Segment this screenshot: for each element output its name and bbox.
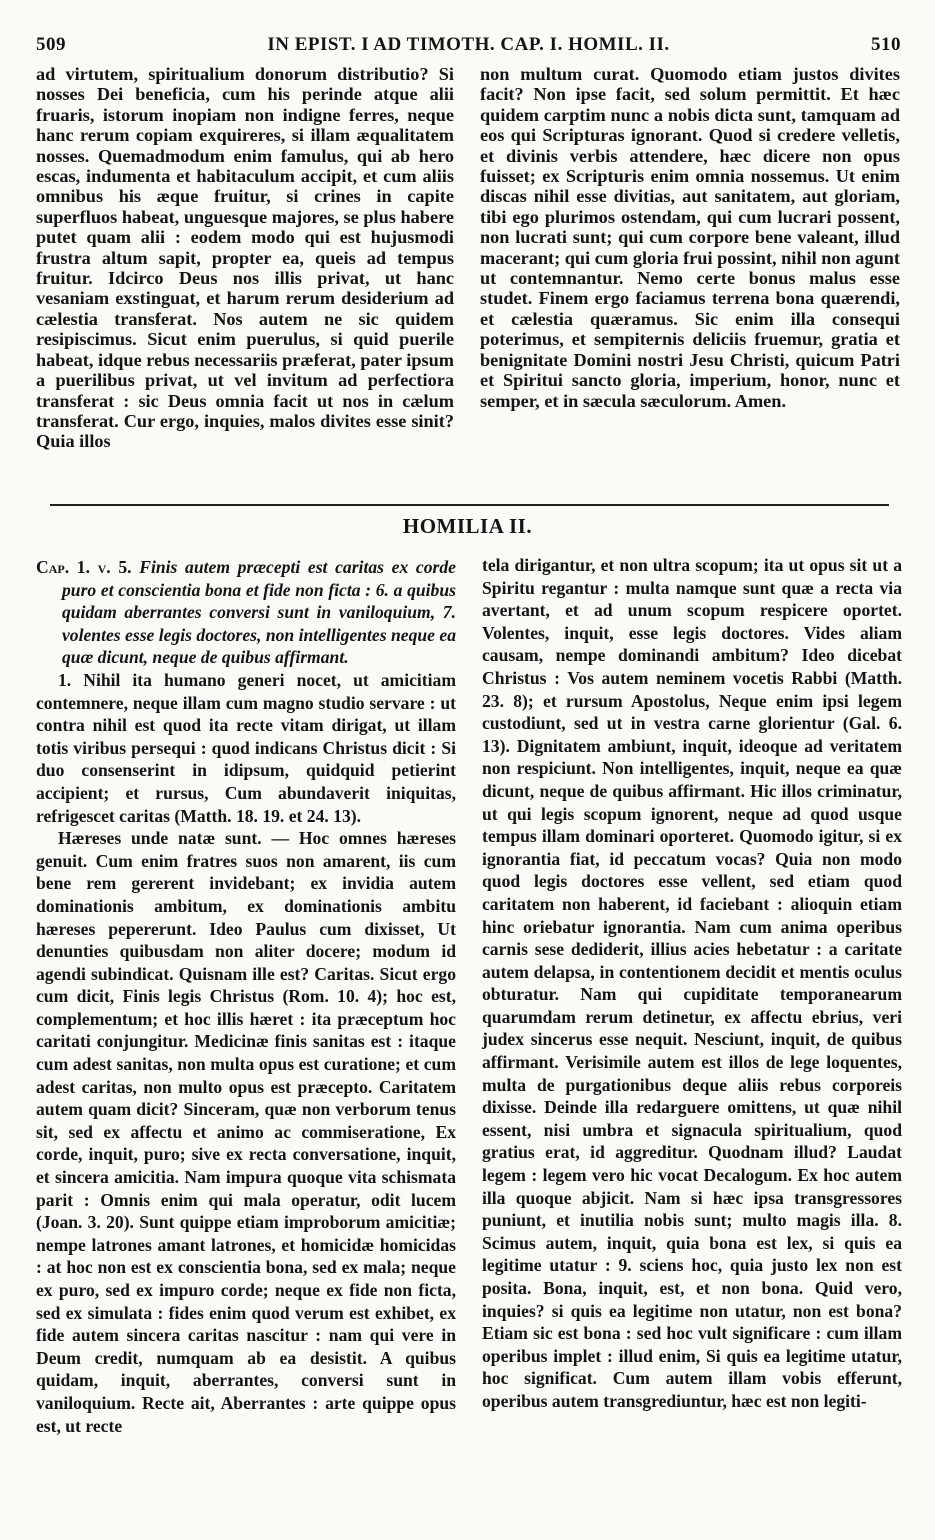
running-title: IN EPIST. I AD TIMOTH. CAP. I. HOMIL. II. (267, 34, 670, 55)
top-left-column (36, 64, 454, 452)
homily-heading: HOMILIA II. (402, 514, 533, 538)
bottom-right-text: tela dirigantur, et non ultra scopum; ita ut opus sit ut a Spiritu regantur : multa namque sunt quæ a recta via avertant, et ad unum scopum respicere oportet. Volentes, inquit, esse legis doctores. Vides aliam causam, nempe dominandi ambitum? Ideo dicebat Christus : Vos autem neminem vocetis Rabbi (Matth. 23. 8); et rursum Apostolus, Neque enim ipsi legem custodiunt, sed ut in vestra carne glorientur (Gal. 6. 13). Dignitatem ambiunt, inquit, ideoque ad veritatem non respiciunt. Non intelligentes, inquit, neque ea quæ dicunt, neque de quibus affirmant. Hic illos criminatur, ut qui legis scopum ignorent, neque ad quod usque tempus illam dominari oporteret. Quomodo igitur, si ex ignorantia fiat, id peccatum vocas? Quia non modo quod legis doctores esse vellent, sed etiam quod caritatem non haberent, id faciebant : alioquin etiam hinc oriebatur ignorantia. Nam cum anima operibus carnis sese dediderit, illius acies hebetatur : a caritate autem delapsa, in contentionem decidit et mentis oculus obturatur. Nam qui cupiditate temporanearum quarumdam rerum detinetur, ex affectu ebrius, veri judex sincerus esse nequit. Nesciunt, inquit, de quibus affirmant. Verisimile autem est illos de lege loquentes, multa de purgationibus deque aliis rebus corporeis dixisse. Deinde illa redarguere omittens, ut quæ nihil essent, nisi umbra et signacula spiritualium, quod gratius erat, id aggreditur. Quodnam illud? Laudat legem : legem vero hic vocat Decalogum. Ex hoc autem illa quoque abjicit. Nam si hæc ipsa transgressores puniunt, et inutilia nobis sunt; multo magis illa. 8. Scimus autem, inquit, quia bona est lex, si quis ea legitime utatur : 9. sciens hoc, quia justo lex non est posita. Bona, inquit, est, et non bona. Quid vero, inquies? si quis ea legitime non utatur, non est bona? Etiam sic est bona : sed hoc vult significare : cum illam operibus implet : illud enim, Si quis ea legitime utatur, hoc significat. Cum autem illam vobis efferunt, operibus autem transgrediuntur, hæc est non legiti- (482, 555, 902, 1411)
page-number-right: 510 (871, 34, 901, 55)
running-header (36, 34, 901, 60)
section-divider (50, 504, 889, 506)
top-right-text: non multum curat. Quomodo etiam justos divites facit? Non ipse facit, sed solum permittit. Et hæc quidem carptim nunc a nobis dicta sunt, tamquam ad eos qui Scripturas ignorant. Quod si credere velletis, et divinis verbis attendere, hæc dicere non opus fuisset; ex Scripturis enim omnia nossemus. Ut enim discas nihil esse divitias, aut sanitatem, aut gloriam, tibi ego plurimos ostendam, qui cum lucrari possent, non lucrati sunt; qui cum corpore bene valeant, illud macerant; qui cum gloria frui possint, nihil non agunt ut contemnantur. Nemo certe bonus malus esse studet. Finem ergo faciamus terrena bona quærendi, et cælestia quæramus. Sic enim illa consequi poterimus, et sempiternis deliciis fruemur, gratia et benignitate Domini nostri Jesu Christi, quicum Patri et Spiritui sancto gloria, imperium, honor, nunc et semper, et in sæcula sæculorum. Amen. (480, 64, 901, 411)
top-right-column (480, 64, 900, 411)
bottom-right-column (482, 554, 902, 1413)
page-number-left: 509 (36, 34, 66, 55)
caption-text: Finis autem præcepti est caritas ex corde puro et conscientia bona et fide non ficta : 6. a quibus quidam aberrantes conversi sunt in vaniloquium, 7. volentes esse legis doctores, non intelligentes neque ea quæ dicunt, neque de quibus affirmant. (62, 557, 456, 668)
paragraph-1: 1. Nihil ita humano generi nocet, ut amicitiam contemnere, neque illam cum magno studio servare : ut contra nihil est quod ita recte vitam dirigat, ut illam totis viribus persequi : quod indicans Christus dicit : Si duo consenserint in idipsum, quidquid petierint accipient; et rursus, Cum abundaverit iniquitas, refrigescet caritas (Matth. 18. 19. et 24. 13). (36, 669, 456, 826)
top-left-text: ad virtutem, spiritualium donorum distributio? Si nosses Dei beneficia, cum his perinde atque alii fruaris, istorum inopiam non indigne ferres, neque hanc rerum copiam exquireres, si illam æqualitatem nosses. Quemadmodum enim famulus, qui ab hero escas, indumenta et habitaculum accipit, et cum aliis omnibus his æque fruitur, si crines in capite superfluos habeat, unguesque majores, se plus habere putet quam alii : eodem modo qui est hujusmodi frustra altum sapit, propter ea, queis ad tempus fruitur. Idcirco Deus nos illis privat, ut hanc vesaniam exstinguat, et harum rerum desiderium ad cælestia transferat. Nos autem ne sic quidem resipiscimus. Sicut enim puerulus, si quid puerile habeat, idque rebus necessariis præferat, pater ipsum a puerilibus privat, ut vel invitum ad perfectiora transferat : sic Deus omnia facit ut nos in cælum transferat. Cur ergo, inquies, malos divites esse sinit? Quia illos (36, 64, 454, 452)
bottom-left-column (36, 556, 456, 1437)
chapter-caption (36, 556, 456, 669)
paragraph-2: Hæreses unde natæ sunt. — Hoc omnes hæreses genuit. Cum enim fratres suos non amarent, iis cum bene rem gererent invidebant; ex invidia autem dominationis ambitum, ex dominationis ambitu hæreses pepererunt. Ideo Paulus cum dixisset, Ut denunties quibusdam non aliter docere; modum id agendi subindicat. Quisnam ille est? Caritas. Sicut ergo cum dicit, Finis legis Christus (Rom. 10. 4); hoc est, complementum; et hoc illis hæret : ita præceptum hoc caritati conjungitur. Medicinæ finis sanitas est : itaque cum adest sanitas, non multa opus est curatione; et cum adest caritas, non multo opus est præcepto. Caritatem autem quam dicit? Sinceram, quæ non verborum tenus sit, sed ex affectu et animo ac commiseratione, Ex corde, inquit, puro; sive ex recta conversatione, inquit, et sincera amicitia. Nam impura quoque vita schismata parit : Omnis enim qui mala operatur, odit lucem (Joan. 3. 20). Sunt quippe etiam improborum amicitiæ; nempe latrones amant latrones, et homicidæ homicidas : at hoc non est ex conscientia bona, sed ex mala; neque ex puro, sed ex impuro corde; neque ex fide non ficta, sed ex simulata : fides enim quod verum est exhibet, ex fide autem sincera caritas nascitur : nam qui vere in Deum credit, numquam ab ea desistit. A quibus quidam, inquit, aberrantes, conversi sunt in vaniloquium. Recte ait, Aberrantes : arte quippe opus est, ut recte (36, 828, 456, 1436)
caption-lead: Cap. 1. v. 5. (36, 557, 132, 577)
